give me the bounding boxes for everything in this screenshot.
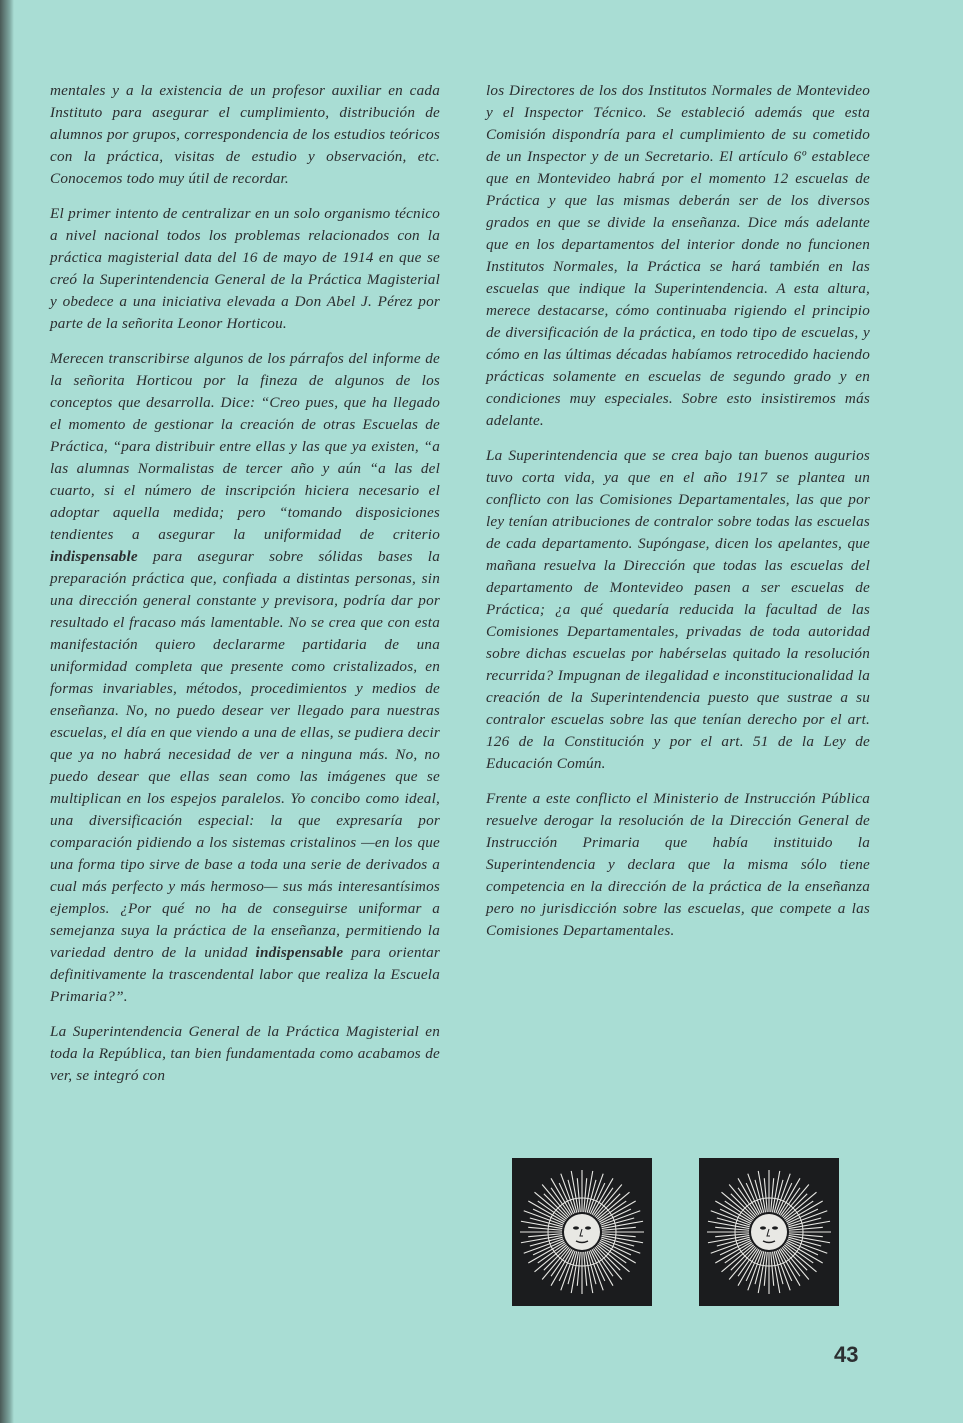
page-number: 43 [834,1342,859,1367]
left-paragraph-1: mentales y a la existencia de un profesor auxiliar en cada Instituto para asegurar el cumplimiento, distribución de alumnos por grupos, correspondencia de los estudios teóricos con la práctica, visitas de estudio y observación, etc. Conocemos todo muy útil de recordar. [50,82,440,187]
left-paragraph-3 [50,348,440,1008]
quote-part-2: para asegurar sobre sólidas bases la preparación práctica que, confiada a distintas personas, sin una dirección general constante y previsora, podría dar por resultado el fracaso más lamentable. No se crea que con esta manifestación quiero declararme partidaria de una uniformidad completa que presente como cristalizados, en formas invariables, métodos, procedimientos y medios de enseñanza. No, no puedo desear ver llegado para nuestras escuelas, el día en que viendo a una de ellas, se pudiera decir que ya no habrá necesidad de ver a ninguna más. No, no puedo desear que ellas sean como las imágenes que se multiplican en los espejos paralelos. Yo concibo como ideal, una diversificación especial: la que expresaría por comparación pidiendo a los sistemas cristalinos —en los que una forma tipo sirve de base a toda una serie de derivados a cual más perfecto y más hermoso— sus más interesantísimos ejemplos. ¿Por qué no ha de conseguirse uniformar a semejanza suya la práctica de la enseñanza, permitiendo la variedad dentro de la unidad [50,548,440,961]
right-paragraph-2: La Superintendencia que se crea bajo tan buenos augurios tuvo corta vida, ya que en el año 1917 se plantea un conflicto con las Comisiones Departamentales, las que por ley tenían atribuciones de contralor sobre todas las escuelas de cada departamento. Supóngase, dicen los apelantes, que mañana resuelva la Dirección que todas las escuelas del departamento de Montevideo pasen a ser escuelas de Práctica; ¿a qué quedaría reducida la facultad de las Comisiones Departamentales, privadas de toda autoridad sobre dichas escuelas por habérselas quitado la resolución recurrida? Impugnan de ilegalidad e inconstitucionalidad la creación de la Superintendencia puesto que sustrae a su contralor escuelas sobre las que tenían derecho por el art. 126 de la Constitución y por el art. 51 de la Ley de Educación Común. [486,447,870,772]
right-paragraph-1: los Directores de los dos Institutos Normales de Montevideo y el Inspector Técnico. Se estableció además que esta Comisión dispondría para el cumplimiento de su cometido de un Inspector y de un Secretario. El artículo 6º establece que en Montevideo habrá por el momento 12 escuelas de Práctica y que las mismas deberán ser de los diversos grados en que se divide la enseñanza. Dice más adelante que en los departamentos del interior donde no funcionen Institutos Normales, la Práctica se hará también en las escuelas que indique la Superintendencia. A esta altura, merece destacarse, cómo continuaba rigiendo el principio de diversificación de la práctica, en todo tipo de escuelas, y cómo en las últimas décadas habíamos retrocedido haciendo prácticas solamente en escuelas de segundo grado y en condiciones muy especiales. Sobre esto insistiremos más adelante. [486,82,870,429]
left-column [50,80,440,1100]
sun-face-emblem-icon [512,1158,652,1306]
right-column [486,80,870,955]
quote-part-3: para orientar definitivamente la trascendental labor que realiza la Escuela Primaria?”. [50,944,440,1005]
left-paragraph-4: La Superintendencia General de la Práctica Magisterial en toda la República, tan bien fundamentada como acabamos de ver, se integró con [50,1023,440,1084]
left-paragraph-2: El primer intento de centralizar en un solo organismo técnico a nivel nacional todos los problemas relacionados con la práctica magisterial data del 16 de mayo de 1914 en que se creó la Superintendencia General de la Práctica Magisterial y obedece a una iniciativa elevada a Don Abel J. Pérez por parte de la señorita Leonor Horticou. [50,205,440,332]
sun-face-emblem-icon [699,1158,839,1306]
page-binding-shadow [0,0,14,1423]
emblem-pair [512,1158,872,1308]
right-paragraph-3: Frente a este conflicto el Ministerio de Instrucción Pública resuelve derogar la resolución de la Dirección General de Instrucción Primaria que había instituido la Superintendencia y declara que la misma sólo tiene competencia en la dirección de la práctica de la enseñanza pero no jurisdicción sobre las escuelas, que compete a las Comisiones Departamentales. [486,790,870,939]
emphasis-indispensable-2: indispensable [255,944,344,961]
emphasis-indispensable-1: indispensable [50,548,138,565]
quote-part-1: Merecen transcribirse algunos de los párrafos del informe de la señorita Horticou por la fineza de algunos de los conceptos que desarrolla. Dice: “Creo pues, que ha llegado el momento de gestionar la creación de otras Escuelas de Práctica, “para distribuir entre ellas y las que ya existen, “a las alumnas Normalistas de tercer año y aún “a las del cuarto, si el número de inscripción hiciera necesario el adoptar aquella medida; pero “tomando disposiciones tendientes a asegurar la uniformidad de criterio [50,350,440,543]
